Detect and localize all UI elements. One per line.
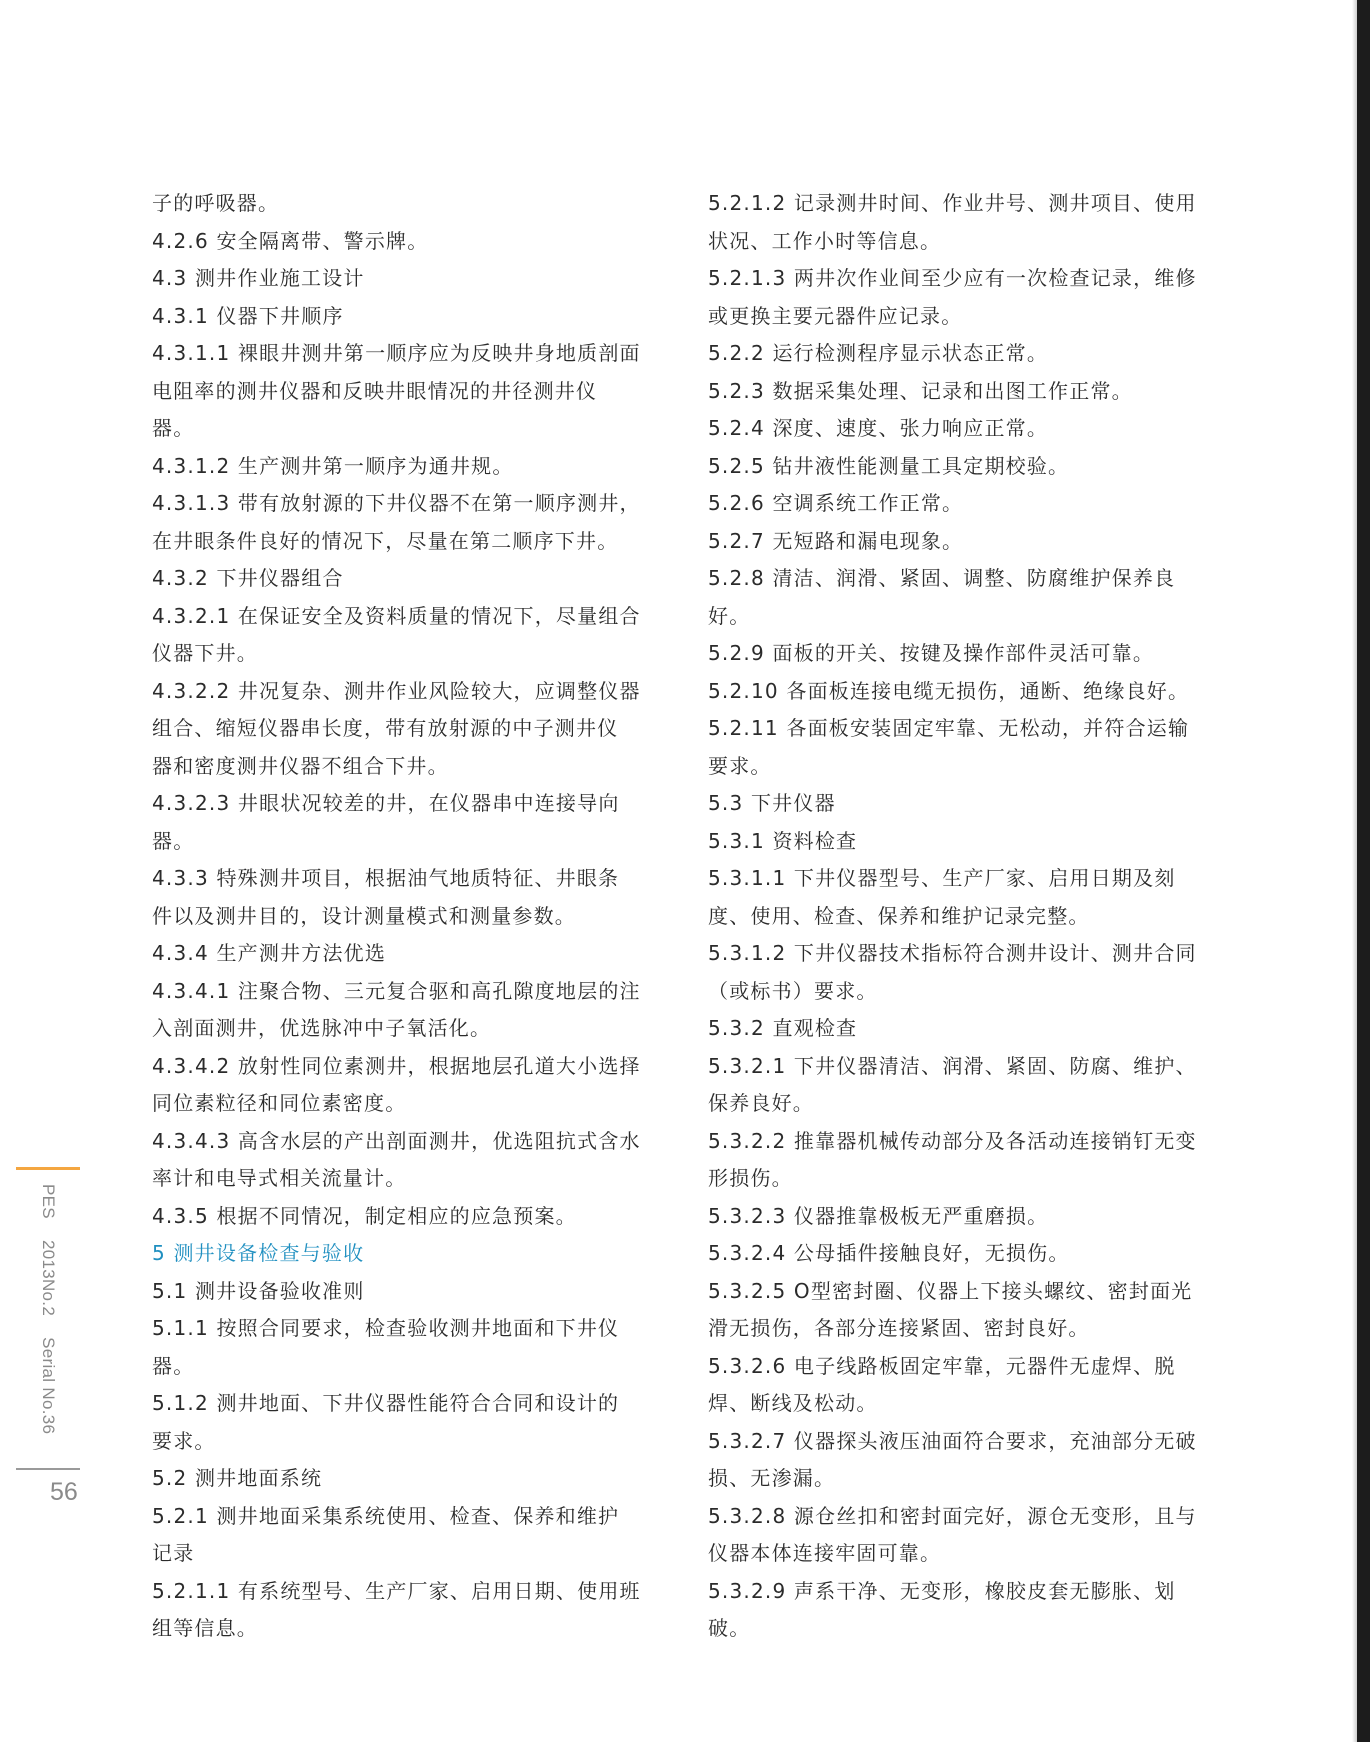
text-line: 5.3.2.8 源仓丝扣和密封面完好，源仓无变形，且与	[708, 1503, 1197, 1528]
text-line: 4.3.1.3 带有放射源的下井仪器不在第一顺序测井，	[152, 491, 641, 515]
text-line: 器。	[152, 828, 195, 853]
text-line: 4.3.2.1 在保证安全及资料质量的情况下，尽量组合	[152, 603, 641, 628]
text-line: 5.3.2.4 公母插件接触良好，无损伤。	[708, 1241, 1070, 1265]
text-line: 5.2.2 运行检测程序显示状态正常。	[708, 341, 1049, 365]
text-line: 5.2.3 数据采集处理、记录和出图工作正常。	[708, 378, 1133, 403]
text-line: 5.2.9 面板的开关、按键及操作部件灵活可靠。	[708, 641, 1155, 665]
journal-issue: 2013No.2	[39, 1239, 58, 1317]
text-line: 件以及测井目的，设计测量模式和测量参数。	[152, 903, 576, 928]
text-line: 4.3.5 根据不同情况，制定相应的应急预案。	[152, 1203, 577, 1228]
margin-accent-rule	[16, 1167, 80, 1170]
text-line: 5.2.11 各面板安装固定牢靠、无松动，并符合运输	[708, 716, 1190, 740]
text-line: 5.2.1.1 有系统型号、生产厂家、启用日期、使用班	[152, 1578, 641, 1603]
text-line: 5.2.1.3 两井次作业间至少应有一次检查记录，维修	[708, 266, 1197, 290]
text-line: 仪器下井。	[152, 641, 258, 665]
text-line: 器。	[152, 1353, 195, 1378]
text-line: 5.3.1 资料检查	[708, 828, 858, 853]
text-line: 组合、缩短仪器串长度，带有放射源的中子测井仪	[152, 716, 619, 740]
text-line: 4.3.1.1 裸眼井测井第一顺序应为反映井身地质剖面	[152, 341, 641, 365]
text-line: 器。	[152, 416, 195, 440]
text-line: 5.3.2.6 电子线路板固定牢靠，元器件无虚焊、脱	[708, 1353, 1176, 1378]
text-line: 5.2.1.2 记录测井时间、作业井号、测井项目、使用	[708, 191, 1197, 215]
text-line: 5.2.7 无短路和漏电现象。	[708, 528, 964, 553]
chapter-heading: 5 测井设备检查与验收	[152, 1241, 365, 1265]
text-line: 仪器本体连接牢固可靠。	[708, 1541, 942, 1565]
text-line: 记录	[152, 1541, 195, 1565]
text-line: 状况、工作小时等信息。	[708, 228, 942, 253]
text-line: 4.3.3 特殊测井项目，根据油气地质特征、井眼条	[152, 866, 620, 890]
journal-serial: Serial No.36	[39, 1337, 58, 1435]
text-line: 5.2.1 测井地面采集系统使用、检查、保养和维护	[152, 1503, 620, 1528]
right-column	[708, 185, 1208, 1648]
text-line: 5.2.5 钻井液性能测量工具定期校验。	[708, 453, 1070, 478]
text-line: 破。	[708, 1616, 751, 1640]
text-line: 好。	[708, 603, 751, 628]
text-line: 度、使用、检查、保养和维护记录完整。	[708, 903, 1090, 928]
text-line: 5.3.1.1 下井仪器型号、生产厂家、启用日期及刻	[708, 866, 1176, 890]
text-line: 5.3.2.9 声系干净、无变形，橡胶皮套无膨胀、划	[708, 1578, 1176, 1603]
section-heading: 5.3 下井仪器	[708, 791, 836, 815]
text-line: 率计和电导式相关流量计。	[152, 1166, 407, 1190]
text-line: 5.2.6 空调系统工作正常。	[708, 491, 964, 515]
text-line: 组等信息。	[152, 1616, 258, 1640]
text-line: 要求。	[708, 753, 772, 778]
text-line: 4.3.4.3 高含水层的产出剖面测井，优选阻抗式含水	[152, 1128, 641, 1153]
text-line: 保养良好。	[708, 1091, 814, 1115]
text-line: 在井眼条件良好的情况下，尽量在第二顺序下井。	[152, 528, 619, 553]
text-line: 5.3.2.1 下井仪器清洁、润滑、紧固、防腐、维护、	[708, 1053, 1197, 1078]
text-line: 5.3.2.3 仪器推靠极板无严重磨损。	[708, 1203, 1049, 1228]
text-line: 或更换主要元器件应记录。	[708, 303, 963, 328]
journal-name: PES	[39, 1184, 58, 1219]
text-line: （或标书）要求。	[708, 978, 878, 1003]
text-line: 4.3.2 下井仪器组合	[152, 566, 344, 590]
text-line: 器和密度测井仪器不组合下井。	[152, 753, 449, 778]
text-line: 4.2.6 安全隔离带、警示牌。	[152, 228, 429, 253]
text-line: 子的呼吸器。	[152, 191, 280, 215]
text-line: 同位素粒径和同位素密度。	[152, 1091, 407, 1115]
text-line: 4.3.1.2 生产测井第一顺序为通井规。	[152, 453, 514, 478]
section-heading: 5.2 测井地面系统	[152, 1466, 323, 1490]
page-number: 56	[50, 1478, 78, 1506]
text-line: 5.1.1 按照合同要求，检查验收测井地面和下井仪	[152, 1316, 620, 1340]
text-line: 滑无损伤，各部分连接紧固、密封良好。	[708, 1316, 1090, 1340]
text-line: 5.3.2 直观检查	[708, 1016, 858, 1040]
section-heading: 5.1 测井设备验收准则	[152, 1278, 365, 1303]
text-line: 损、无渗漏。	[708, 1466, 836, 1490]
text-line: 5.3.2.2 推靠器机械传动部分及各活动连接销钉无变	[708, 1128, 1197, 1153]
text-line: 4.3.4.1 注聚合物、三元复合驱和高孔隙度地层的注	[152, 978, 641, 1003]
text-line: 5.3.1.2 下井仪器技术指标符合测井设计、测井合同	[708, 941, 1197, 965]
text-line: 4.3.4 生产测井方法优选	[152, 941, 387, 965]
text-line: 要求。	[152, 1428, 216, 1453]
text-line: 焊、断线及松动。	[708, 1391, 878, 1415]
text-line: 5.3.2.5 O型密封圈、仪器上下接头螺纹、密封面光	[708, 1278, 1193, 1303]
text-line: 4.3.4.2 放射性同位素测井，根据地层孔道大小选择	[152, 1053, 641, 1078]
journal-info	[38, 1184, 58, 1450]
text-line: 5.3.2.7 仪器探头液压油面符合要求，充油部分无破	[708, 1428, 1197, 1453]
text-line: 4.3.2.3 井眼状况较差的井，在仪器串中连接导向	[152, 791, 620, 815]
left-column	[152, 185, 652, 1648]
text-line: 5.2.4 深度、速度、张力响应正常。	[708, 416, 1049, 440]
text-line: 形损伤。	[708, 1166, 793, 1190]
text-line: 5.2.10 各面板连接电缆无损伤，通断、绝缘良好。	[708, 678, 1190, 703]
margin-divider	[16, 1468, 80, 1470]
text-line: 5.1.2 测井地面、下井仪器性能符合合同和设计的	[152, 1391, 620, 1415]
text-line: 4.3.2.2 井况复杂、测井作业风险较大，应调整仪器	[152, 678, 641, 703]
section-heading: 4.3 测井作业施工设计	[152, 266, 365, 290]
text-line: 电阻率的测井仪器和反映井眼情况的井径测井仪	[152, 378, 598, 403]
text-line: 5.2.8 清洁、润滑、紧固、调整、防腐维护保养良	[708, 566, 1176, 590]
text-line: 4.3.1 仪器下井顺序	[152, 303, 344, 328]
page-edge-border	[1357, 0, 1370, 1742]
text-line: 入剖面测井，优选脉冲中子氧活化。	[152, 1016, 492, 1040]
